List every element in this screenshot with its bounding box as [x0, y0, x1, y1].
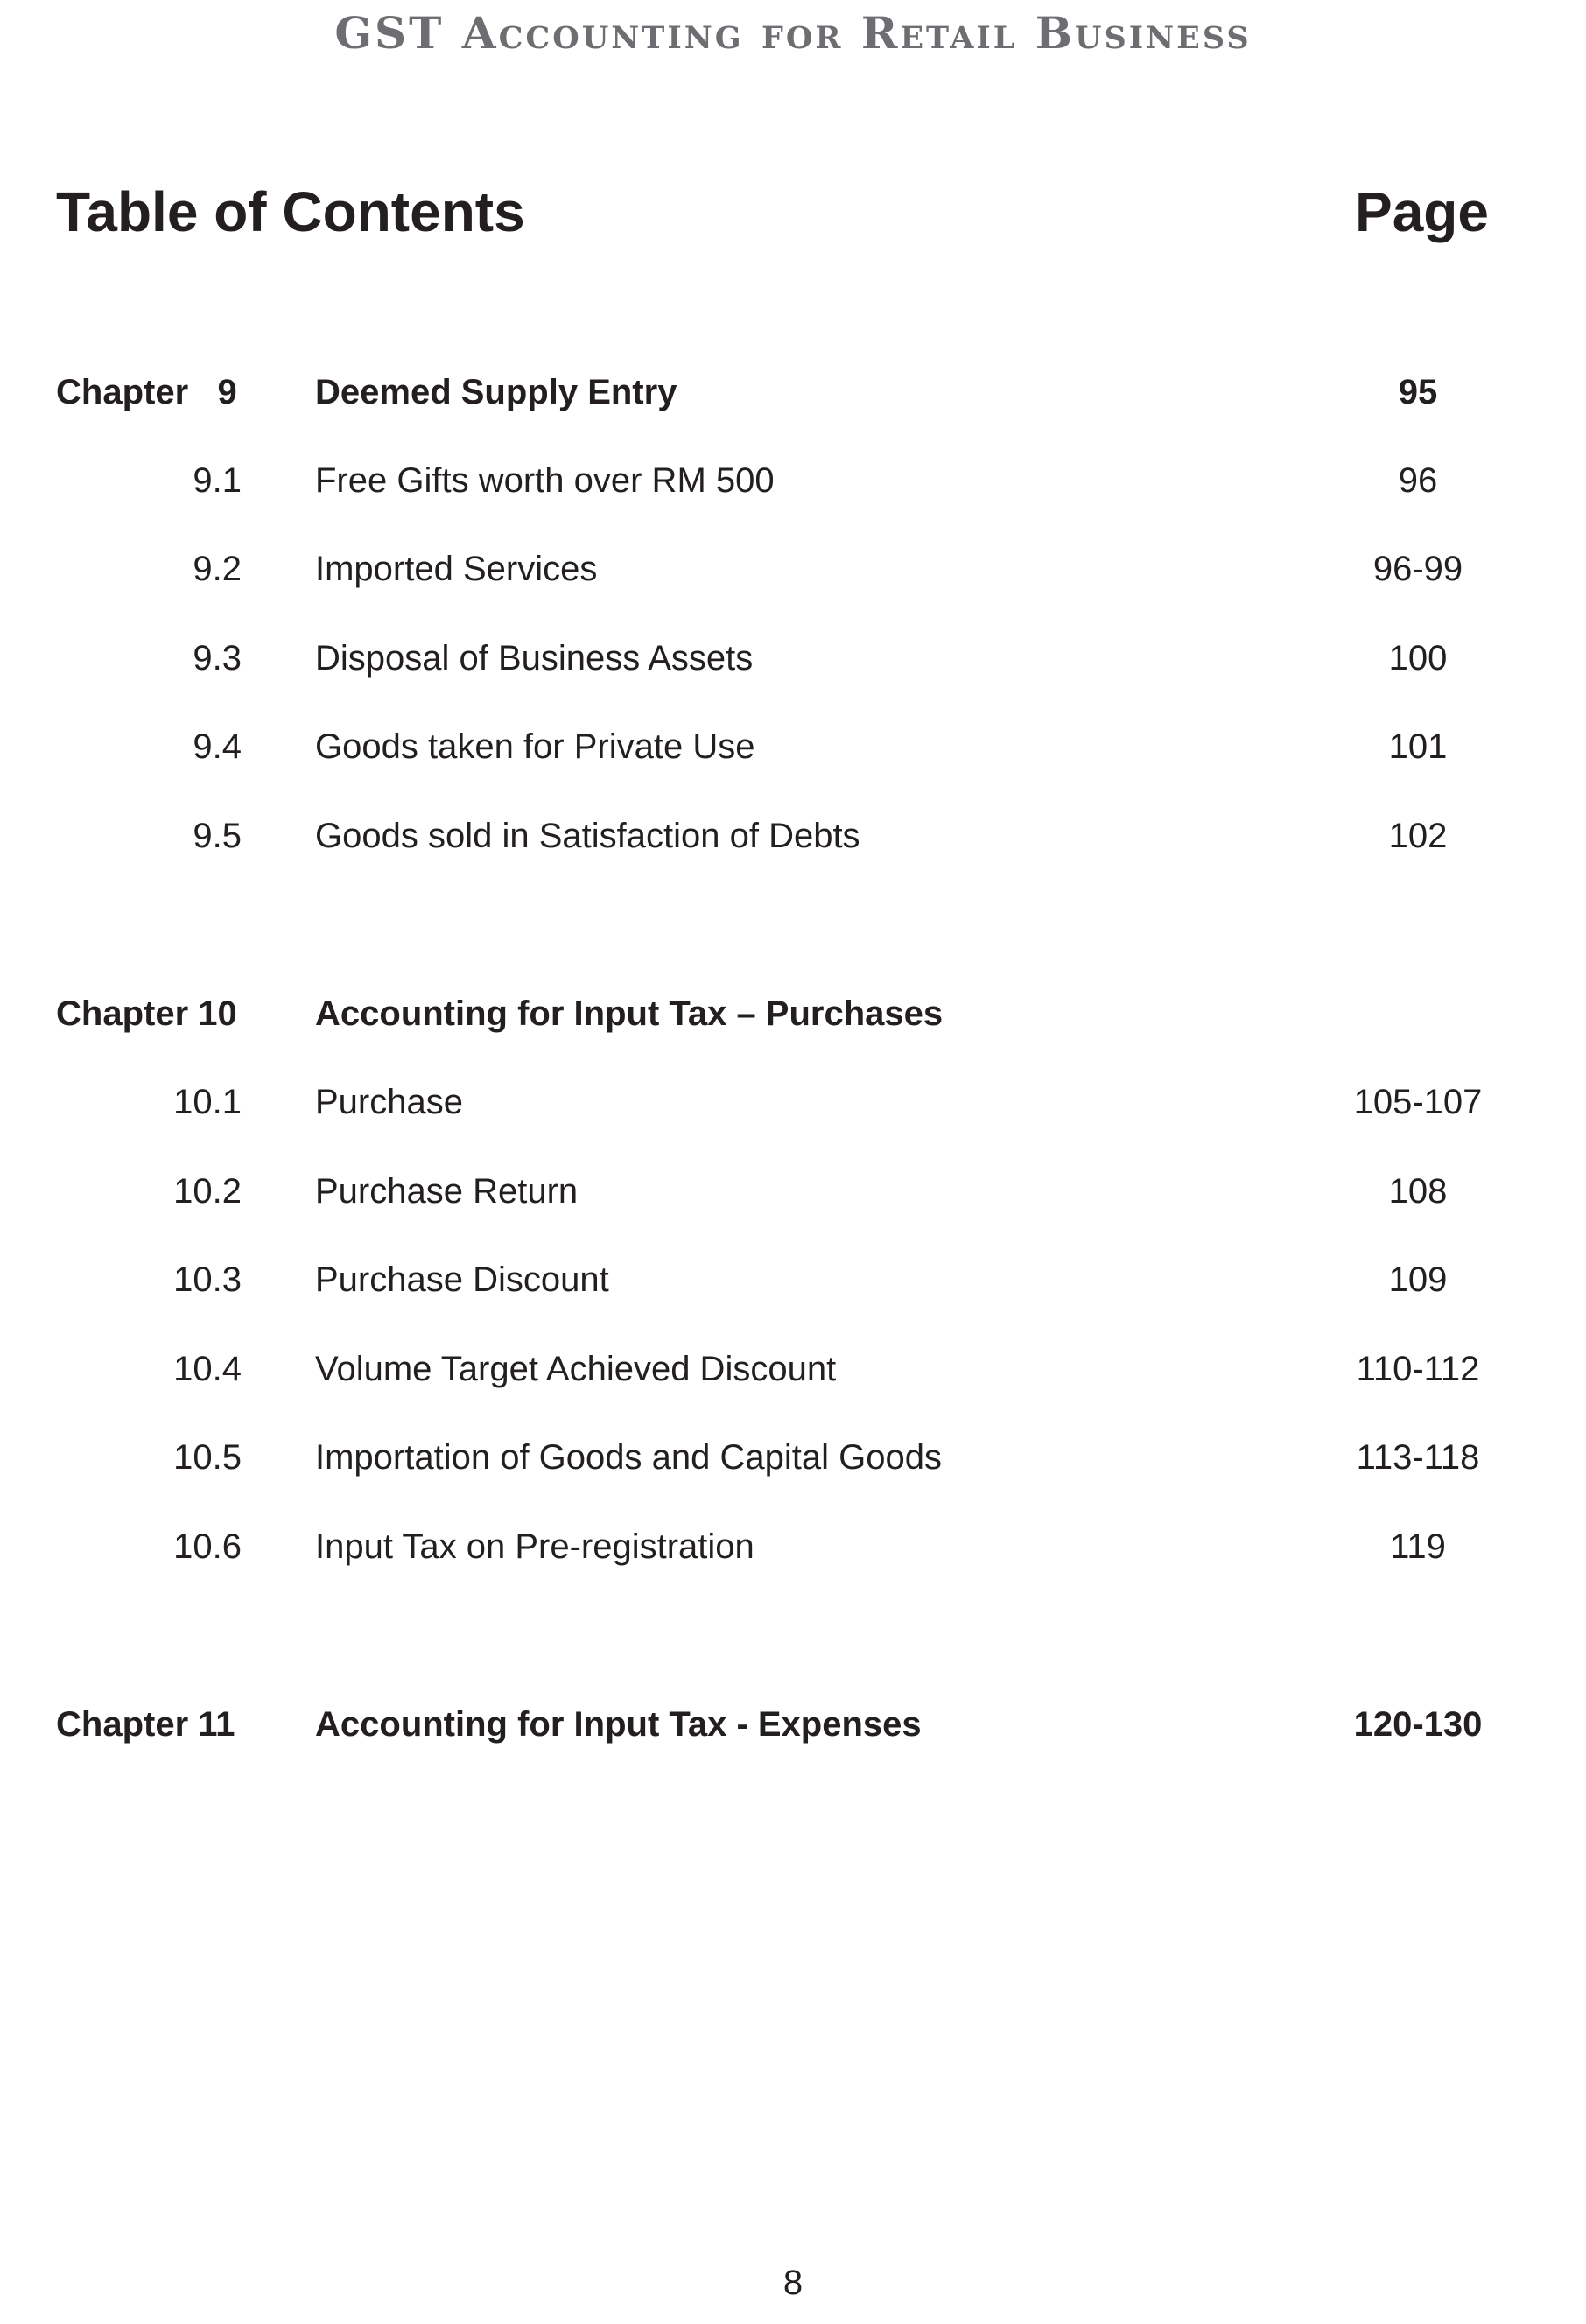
entry-title: Deemed Supply Entry	[315, 373, 677, 411]
entry-page: 120-130	[1353, 1705, 1483, 1744]
toc-section-row	[0, 454, 1586, 507]
entry-title: Accounting for Input Tax - Expenses	[315, 1705, 922, 1744]
entry-number: 10.6	[173, 1527, 242, 1566]
entry-title: Free Gifts worth over RM 500	[315, 461, 775, 500]
toc-section-row	[0, 1343, 1586, 1395]
toc-chapter-row	[0, 366, 1586, 418]
toc-section-row	[0, 720, 1586, 773]
entry-number: Chapter 10	[56, 994, 237, 1033]
entry-number: 10.4	[173, 1350, 242, 1388]
entry-number: 9.1	[193, 461, 242, 500]
running-head: GST Accounting for Retail Business	[334, 7, 1252, 59]
entry-page: 96-99	[1372, 550, 1463, 588]
entry-number: Chapter 9	[56, 373, 237, 411]
toc-section-row	[0, 1076, 1586, 1128]
entry-title: Volume Target Achieved Discount	[315, 1350, 837, 1388]
entry-title: Importation of Goods and Capital Goods	[315, 1438, 942, 1477]
entry-page: 102	[1388, 817, 1448, 855]
entry-page: 109	[1388, 1260, 1448, 1299]
entry-number: 9.2	[193, 550, 242, 588]
entry-page: 95	[1398, 373, 1438, 411]
entry-page: 100	[1388, 639, 1448, 678]
toc-section-row	[0, 632, 1586, 685]
toc-chapter-row	[0, 987, 1586, 1040]
entry-title: Purchase	[315, 1083, 463, 1121]
entry-title: Imported Services	[315, 550, 598, 588]
entry-page: 119	[1390, 1527, 1446, 1566]
page-column-heading: Page	[1355, 180, 1489, 243]
toc-section-row	[0, 1253, 1586, 1306]
entry-title: Disposal of Business Assets	[315, 639, 754, 678]
toc-section-row	[0, 1165, 1586, 1218]
toc-title: Table of Contents	[56, 180, 525, 243]
entry-page: 108	[1388, 1172, 1448, 1211]
toc-section-row	[0, 1520, 1586, 1573]
entry-number: 9.5	[193, 817, 242, 855]
entry-page: 101	[1388, 727, 1448, 766]
toc-chapter-row	[0, 1698, 1586, 1751]
entry-number: 9.3	[193, 639, 242, 678]
entry-page: 96	[1398, 461, 1438, 500]
entry-title: Purchase Return	[315, 1172, 579, 1211]
toc-section-row	[0, 810, 1586, 862]
page-number: 8	[782, 2264, 804, 2302]
entry-number: 10.3	[173, 1260, 242, 1299]
entry-page: 113-118	[1356, 1438, 1480, 1477]
toc-section-row	[0, 1431, 1586, 1484]
entry-page: 105-107	[1353, 1083, 1483, 1121]
entry-number: 10.1	[173, 1083, 242, 1121]
toc-section-row	[0, 543, 1586, 595]
entry-page: 110-112	[1356, 1350, 1480, 1388]
entry-title: Accounting for Input Tax – Purchases	[315, 994, 944, 1033]
entry-number: 10.2	[173, 1172, 242, 1211]
entry-number: 9.4	[193, 727, 242, 766]
entry-number: 10.5	[173, 1438, 242, 1477]
entry-number: Chapter 11	[56, 1705, 235, 1744]
entry-title: Purchase Discount	[315, 1260, 609, 1299]
entry-title: Goods sold in Satisfaction of Debts	[315, 817, 860, 855]
entry-title: Goods taken for Private Use	[315, 727, 755, 766]
entry-title: Input Tax on Pre-registration	[315, 1527, 754, 1566]
